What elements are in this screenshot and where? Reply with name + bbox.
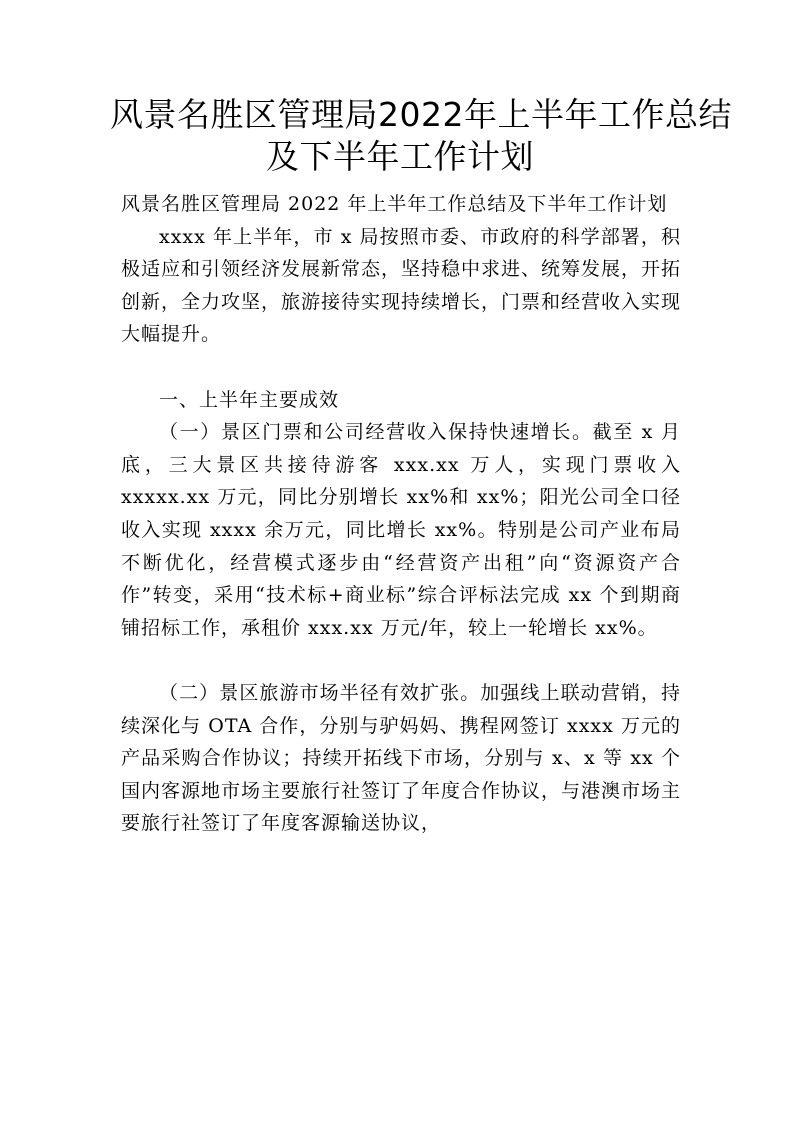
- subtitle-paragraph: 风景名胜区管理局 2022 年上半年工作总结及下半年工作计划: [121, 193, 668, 215]
- paragraph-gap: [121, 351, 681, 384]
- paragraph-gap: [121, 644, 681, 677]
- intro-paragraph: xxxx 年上半年，市 x 局按照市委、市政府的科学部署，积极适应和引领经济发展新常态，坚持稳中求进、统筹发展，开拓创新，全力攻坚，旅游接待实现持续增长，门票和经营收入实现大幅提升。: [121, 225, 682, 346]
- title-line-2: 及下半年工作计划: [266, 137, 534, 176]
- section-heading: 一、上半年主要成效: [159, 388, 340, 411]
- document-body: [121, 188, 681, 840]
- achievement-paragraph-1: （一）景区门票和公司经营收入保持快速增长。截至 x 月底，三大景区共接待游客 xxx.xx 万人，实现门票收入 xxxxx.xx 万元，同比分别增长 xx%和 xx%；阳光公司全口径收入实现 xxxx 余万元，同比增长 xx%。特别是公司产业布局不断优化，经营模式逐步由“经营资产出租”向“资源资产合作”转变，采用“技术标+商业标”综合评标法完成 xx 个到期商铺招标工作，承租价 xxx.xx 万元/年，较上一轮增长 xx%。: [121, 421, 681, 639]
- achievement-paragraph-2: （二）景区旅游市场半径有效扩张。加强线上联动营销，持续深化与 OTA 合作，分别与驴妈妈、携程网签订 xxxx 万元的产品采购合作协议；持续开拓线下市场，分别与 x、x 等 xx 个国内客源地市场主要旅行社签订了年度合作协议，与港澳市场主要旅行社签订了年度客源输送协议，: [121, 681, 682, 835]
- title-line-1: 风景名胜区管理局2022年上半年工作总结: [110, 95, 732, 134]
- document-title: [110, 94, 732, 178]
